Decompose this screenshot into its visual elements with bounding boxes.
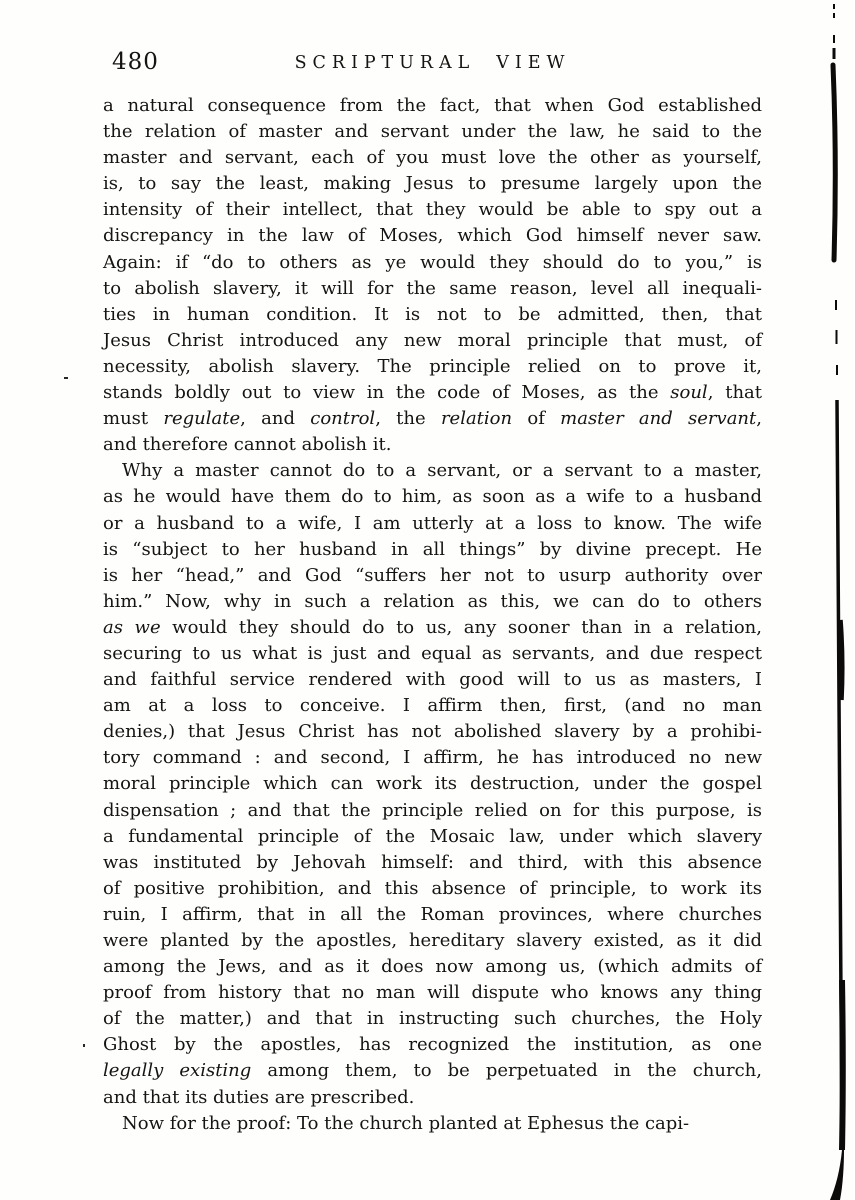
- text-block: [103, 93, 762, 1137]
- text-line: intensity of their intellect, that they would be able to spy out a: [103, 199, 762, 221]
- text-line: legally existing among them, to be perpetuated in the church,: [103, 1060, 762, 1082]
- text-line: of the matter,) and that in instructing such churches, the Holy: [103, 1008, 762, 1030]
- text-line: is her “head,” and God “suffers her not to usurp authority over: [103, 564, 762, 586]
- text-line: of positive prohibition, and this absence of principle, to work its: [103, 877, 762, 899]
- text-line: as he would have them do to him, as soon as a wife to a husband: [103, 486, 762, 508]
- text-line: and therefore cannot abolish it.: [103, 434, 392, 456]
- text-line: were planted by the apostles, hereditary slavery existed, as it did: [103, 930, 762, 951]
- text-line: moral principle which can work its destruction, under the gospel: [103, 773, 762, 795]
- paragraph: [103, 458, 762, 1110]
- text-line: Why a master cannot do to a servant, or a servant to a master,: [122, 460, 762, 482]
- text-line: ruin, I affirm, that in all the Roman provinces, where churches: [103, 903, 762, 925]
- text-line: Jesus Christ introduced any new moral principle that must, of: [103, 329, 762, 351]
- text-line: ties in human condition. It is not to be admitted, then, that: [103, 303, 762, 325]
- text-line: among the Jews, and as it does now among us, (which admits of: [103, 956, 762, 978]
- page-number: 480: [112, 49, 159, 75]
- text-line: denies,) that Jesus Christ has not abolished slavery by a prohibi-: [103, 721, 762, 743]
- text-line: discrepancy in the law of Moses, which God himself never saw.: [103, 225, 762, 247]
- text-line: is “subject to her husband in all things” by divine precept. He: [103, 538, 762, 560]
- text-line: as we would they should do to us, any sooner than in a relation,: [103, 616, 762, 638]
- text-line: or a husband to a wife, I am utterly at a loss to know. The wife: [103, 512, 762, 534]
- text-line: a natural consequence from the fact, that when God established: [103, 95, 762, 116]
- text-line: tory command : and second, I affirm, he has introduced no new: [103, 747, 762, 769]
- text-line: must regulate, and control, the relation of master and servant,: [103, 408, 762, 430]
- text-line: am at a loss to conceive. I affirm then, first, (and no man: [103, 695, 762, 717]
- text-line: and faithful service rendered with good will to us as masters, I: [103, 669, 762, 691]
- paragraph: [103, 1111, 762, 1137]
- text-line: a fundamental principle of the Mosaic law, under which slavery: [103, 825, 762, 847]
- text-line: proof from history that no man will dispute who knows any thing: [103, 982, 762, 1004]
- binding-edge-artifact: [820, 0, 855, 1200]
- paragraph: [103, 93, 762, 458]
- text-line: Now for the proof: To the church planted at Ephesus the capi-: [122, 1112, 690, 1134]
- text-line: dispensation ; and that the principle relied on for this purpose, is: [103, 799, 762, 821]
- text-line: Ghost by the apostles, has recognized the institution, as one: [103, 1034, 762, 1056]
- text-line: the relation of master and servant under the law, he said to the: [103, 121, 762, 143]
- text-line: and that its duties are prescribed.: [103, 1086, 415, 1108]
- text-line: was instituted by Jehovah himself: and third, with this absence: [103, 851, 762, 873]
- text-line: stands boldly out to view in the code of Moses, as the soul, that: [103, 382, 763, 404]
- text-line: him.” Now, why in such a relation as this, we can do to others: [103, 590, 762, 612]
- text-line: to abolish slavery, it will for the same reason, level all inequali-: [103, 277, 762, 299]
- scan-speck: [83, 1044, 85, 1047]
- text-line: master and servant, each of you must love the other as yourself,: [103, 147, 762, 169]
- scan-speck: [64, 377, 68, 379]
- running-head: SCRIPTURAL VIEW: [294, 53, 571, 73]
- text-line: Again: if “do to others as ye would they should do to you,” is: [103, 251, 762, 273]
- text-line: necessity, abolish slavery. The principle relied on to prove it,: [103, 355, 762, 377]
- text-line: securing to us what is just and equal as servants, and due respect: [103, 642, 762, 664]
- text-line: is, to say the least, making Jesus to presume largely upon the: [103, 173, 762, 195]
